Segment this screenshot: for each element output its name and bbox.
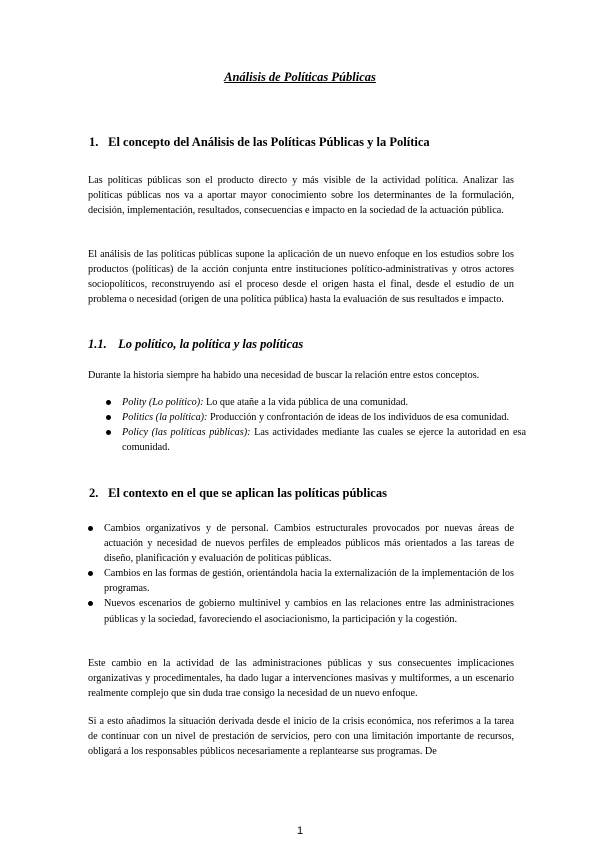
concepts-list: [106, 395, 526, 455]
list-item-text: Cambios en las formas de gestión, orientándola hacia la externalización de la implementación de los programas.: [104, 568, 514, 595]
section-1-paragraph-2: El análisis de las políticas públicas supone la aplicación de un nuevo enfoque en los estudios sobre los productos (políticas) de la acción conjunta entre instituciones político-administrativas y otros actores sociopolíticos, reconstruyendo así el proceso desde el origen hasta el final, desde el estudio de un problema o necesidad (origen de una política pública) hasta la evaluación de sus resultados e impacto.: [88, 249, 514, 306]
bullet-icon: [88, 526, 93, 531]
list-item: [88, 521, 514, 566]
document-title: Análisis de Políticas Públicas: [224, 70, 376, 84]
list-item-text: Lo que atañe a la vida pública de una comunidad.: [203, 397, 409, 408]
list-item: [88, 596, 514, 626]
section-1-paragraph-1: Las políticas públicas son el producto directo y más visible de la actividad política. Analizar las políticas públicas nos va a aportar mayor conocimiento sobre los determinantes de la formulación, decisión, implementación, resultados, consecuencias e impacto en la sociedad de la actuación pública.: [88, 175, 514, 217]
section-1-heading-text: El concepto del Análisis de las Políticas Públicas y la Política: [108, 135, 430, 149]
subsection-1-1-heading: [88, 336, 528, 352]
subsection-1-1-heading-text: Lo político, la política y las políticas: [118, 337, 304, 351]
page-number: 1: [296, 825, 304, 837]
list-item-term: Politics (la política):: [122, 412, 208, 424]
list-item-text: Las actividades mediante las cuales se ejerce la autoridad en esa comunidad.: [122, 427, 526, 454]
section-2-number: 2.: [89, 486, 99, 500]
bullet-icon: [106, 400, 111, 405]
list-item-term: Polity (Lo político):: [122, 397, 204, 408]
list-item-text: Producción y confrontación de ideas de los individuos de esa comunidad.: [207, 412, 510, 424]
list-item-term: Policy (las políticas públicas):: [122, 427, 251, 439]
bullet-icon: [88, 571, 93, 576]
list-item: [106, 425, 526, 455]
section-1-number: 1.: [89, 135, 99, 149]
subsection-1-1-intro: Durante la historia siempre ha habido una necesidad de buscar la relación entre estos conceptos.: [88, 370, 480, 381]
list-item-text: Nuevos escenarios de gobierno multinivel y cambios en las relaciones entre las administraciones públicas y la sociedad, favoreciendo el asociacionismo, la participación y la cogestión.: [104, 598, 514, 625]
list-item: [88, 566, 514, 596]
bullet-icon: [106, 415, 111, 420]
bullet-icon: [106, 430, 111, 435]
section-2-paragraph-1: Este cambio en la actividad de las administraciones públicas y sus consecuentes implicaciones organizativas y procedimentales, ha dado lugar a intervenciones masivas y multiformes, a un escenario realmente complejo que sin duda trae consigo la necesidad de un nuevo enfoque.: [88, 658, 514, 700]
section-2-paragraph-2: Si a esto añadimos la situación derivada desde el inicio de la crisis económica, nos referimos a la tarea de continuar con un nivel de prestación de servicios, pero con una limitación importante de recursos, obligará a los responsables públicos necesariamente a replantearse sus programas. De: [88, 716, 514, 758]
section-1-heading: [89, 134, 529, 150]
bullet-icon: [88, 601, 93, 606]
list-item-text: Cambios organizativos y de personal. Cambios estructurales provocados por nuevas áreas de actuación y necesidad de nuevos perfiles de empleados públicos más orientados a las tareas de diseño, planificación y evaluación de políticas públicas.: [104, 523, 514, 565]
context-list: [88, 521, 514, 627]
list-item: [106, 410, 526, 425]
section-2-heading: [89, 485, 529, 501]
list-item: [106, 395, 526, 410]
subsection-1-1-number: 1.1.: [88, 337, 107, 351]
section-2-heading-text: El contexto en el que se aplican las políticas públicas: [108, 486, 387, 500]
